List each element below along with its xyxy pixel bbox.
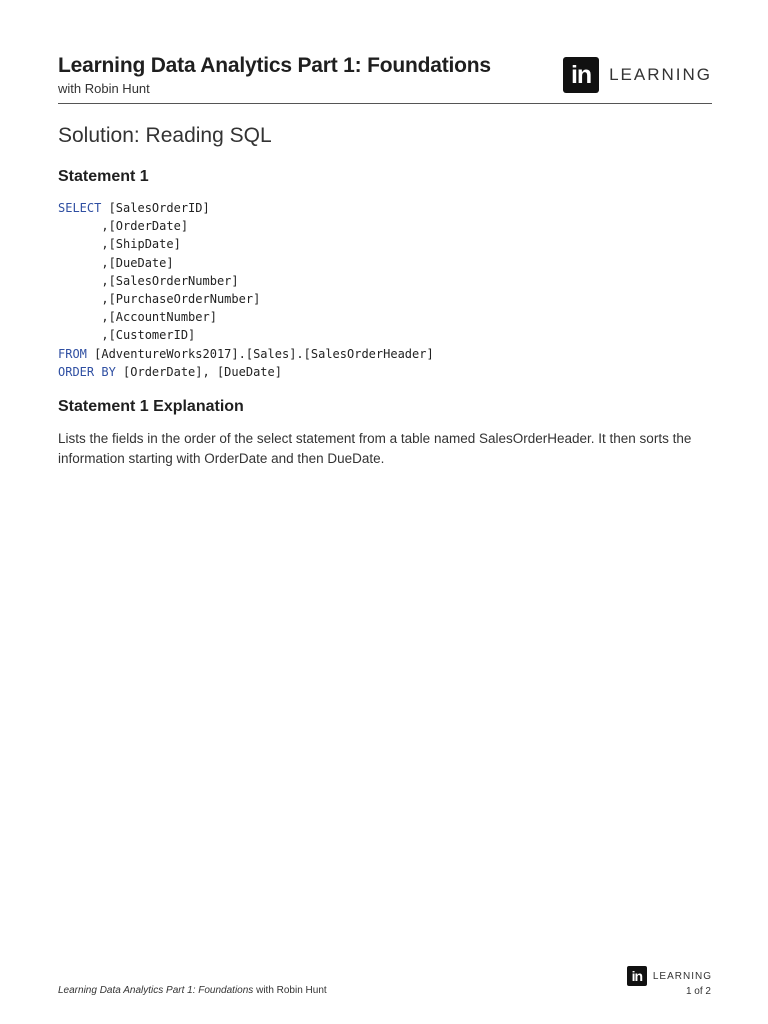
- sql-code-block: [58, 199, 434, 381]
- course-title: Learning Data Analytics Part 1: Foundations: [58, 54, 491, 77]
- linkedin-in-icon: in: [627, 966, 647, 986]
- sql-table: [AdventureWorks2017].[Sales].[SalesOrderHeader]: [86, 346, 434, 361]
- author-byline: with Robin Hunt: [58, 81, 150, 96]
- statement-heading: Statement 1: [58, 168, 149, 185]
- sql-field: ,[PurchaseOrderNumber]: [58, 292, 261, 307]
- linkedin-learning-logo: [563, 57, 712, 93]
- explanation-heading: Statement 1 Explanation: [58, 398, 244, 415]
- sql-field: ,[OrderDate]: [58, 219, 189, 234]
- sql-keyword-from: FROM: [58, 346, 87, 361]
- sql-field: ,[CustomerID]: [58, 328, 196, 343]
- document-header: [58, 54, 712, 104]
- footer-logo: [627, 966, 712, 986]
- sql-keyword-order-by: ORDER BY: [58, 364, 116, 379]
- page-title: Solution: Reading SQL: [58, 124, 272, 147]
- sql-keyword-select: SELECT: [58, 201, 102, 215]
- footer-course-title: Learning Data Analytics Part 1: Foundations: [58, 985, 254, 996]
- sql-field: ,[AccountNumber]: [58, 310, 217, 325]
- sql-field: ,[ShipDate]: [58, 237, 181, 252]
- footer-course-credit: [58, 985, 327, 996]
- logo-wordmark: LEARNING: [609, 65, 712, 84]
- footer-byline: with Robin Hunt: [253, 985, 327, 996]
- footer-logo-wordmark: LEARNING: [652, 970, 712, 982]
- linkedin-in-icon: in: [563, 57, 599, 93]
- sql-field: [SalesOrderID]: [101, 201, 210, 215]
- header-divider: [58, 103, 712, 104]
- sql-order-fields: [OrderDate], [DueDate]: [115, 364, 282, 379]
- sql-field: ,[DueDate]: [58, 255, 174, 270]
- page-number: 1 of 2: [685, 986, 711, 997]
- sql-field: ,[SalesOrderNumber]: [58, 273, 239, 288]
- explanation-text: Lists the fields in the order of the select statement from a table named SalesOrderHeader. It then sorts the information starting with OrderDate and then DueDate.: [58, 431, 692, 466]
